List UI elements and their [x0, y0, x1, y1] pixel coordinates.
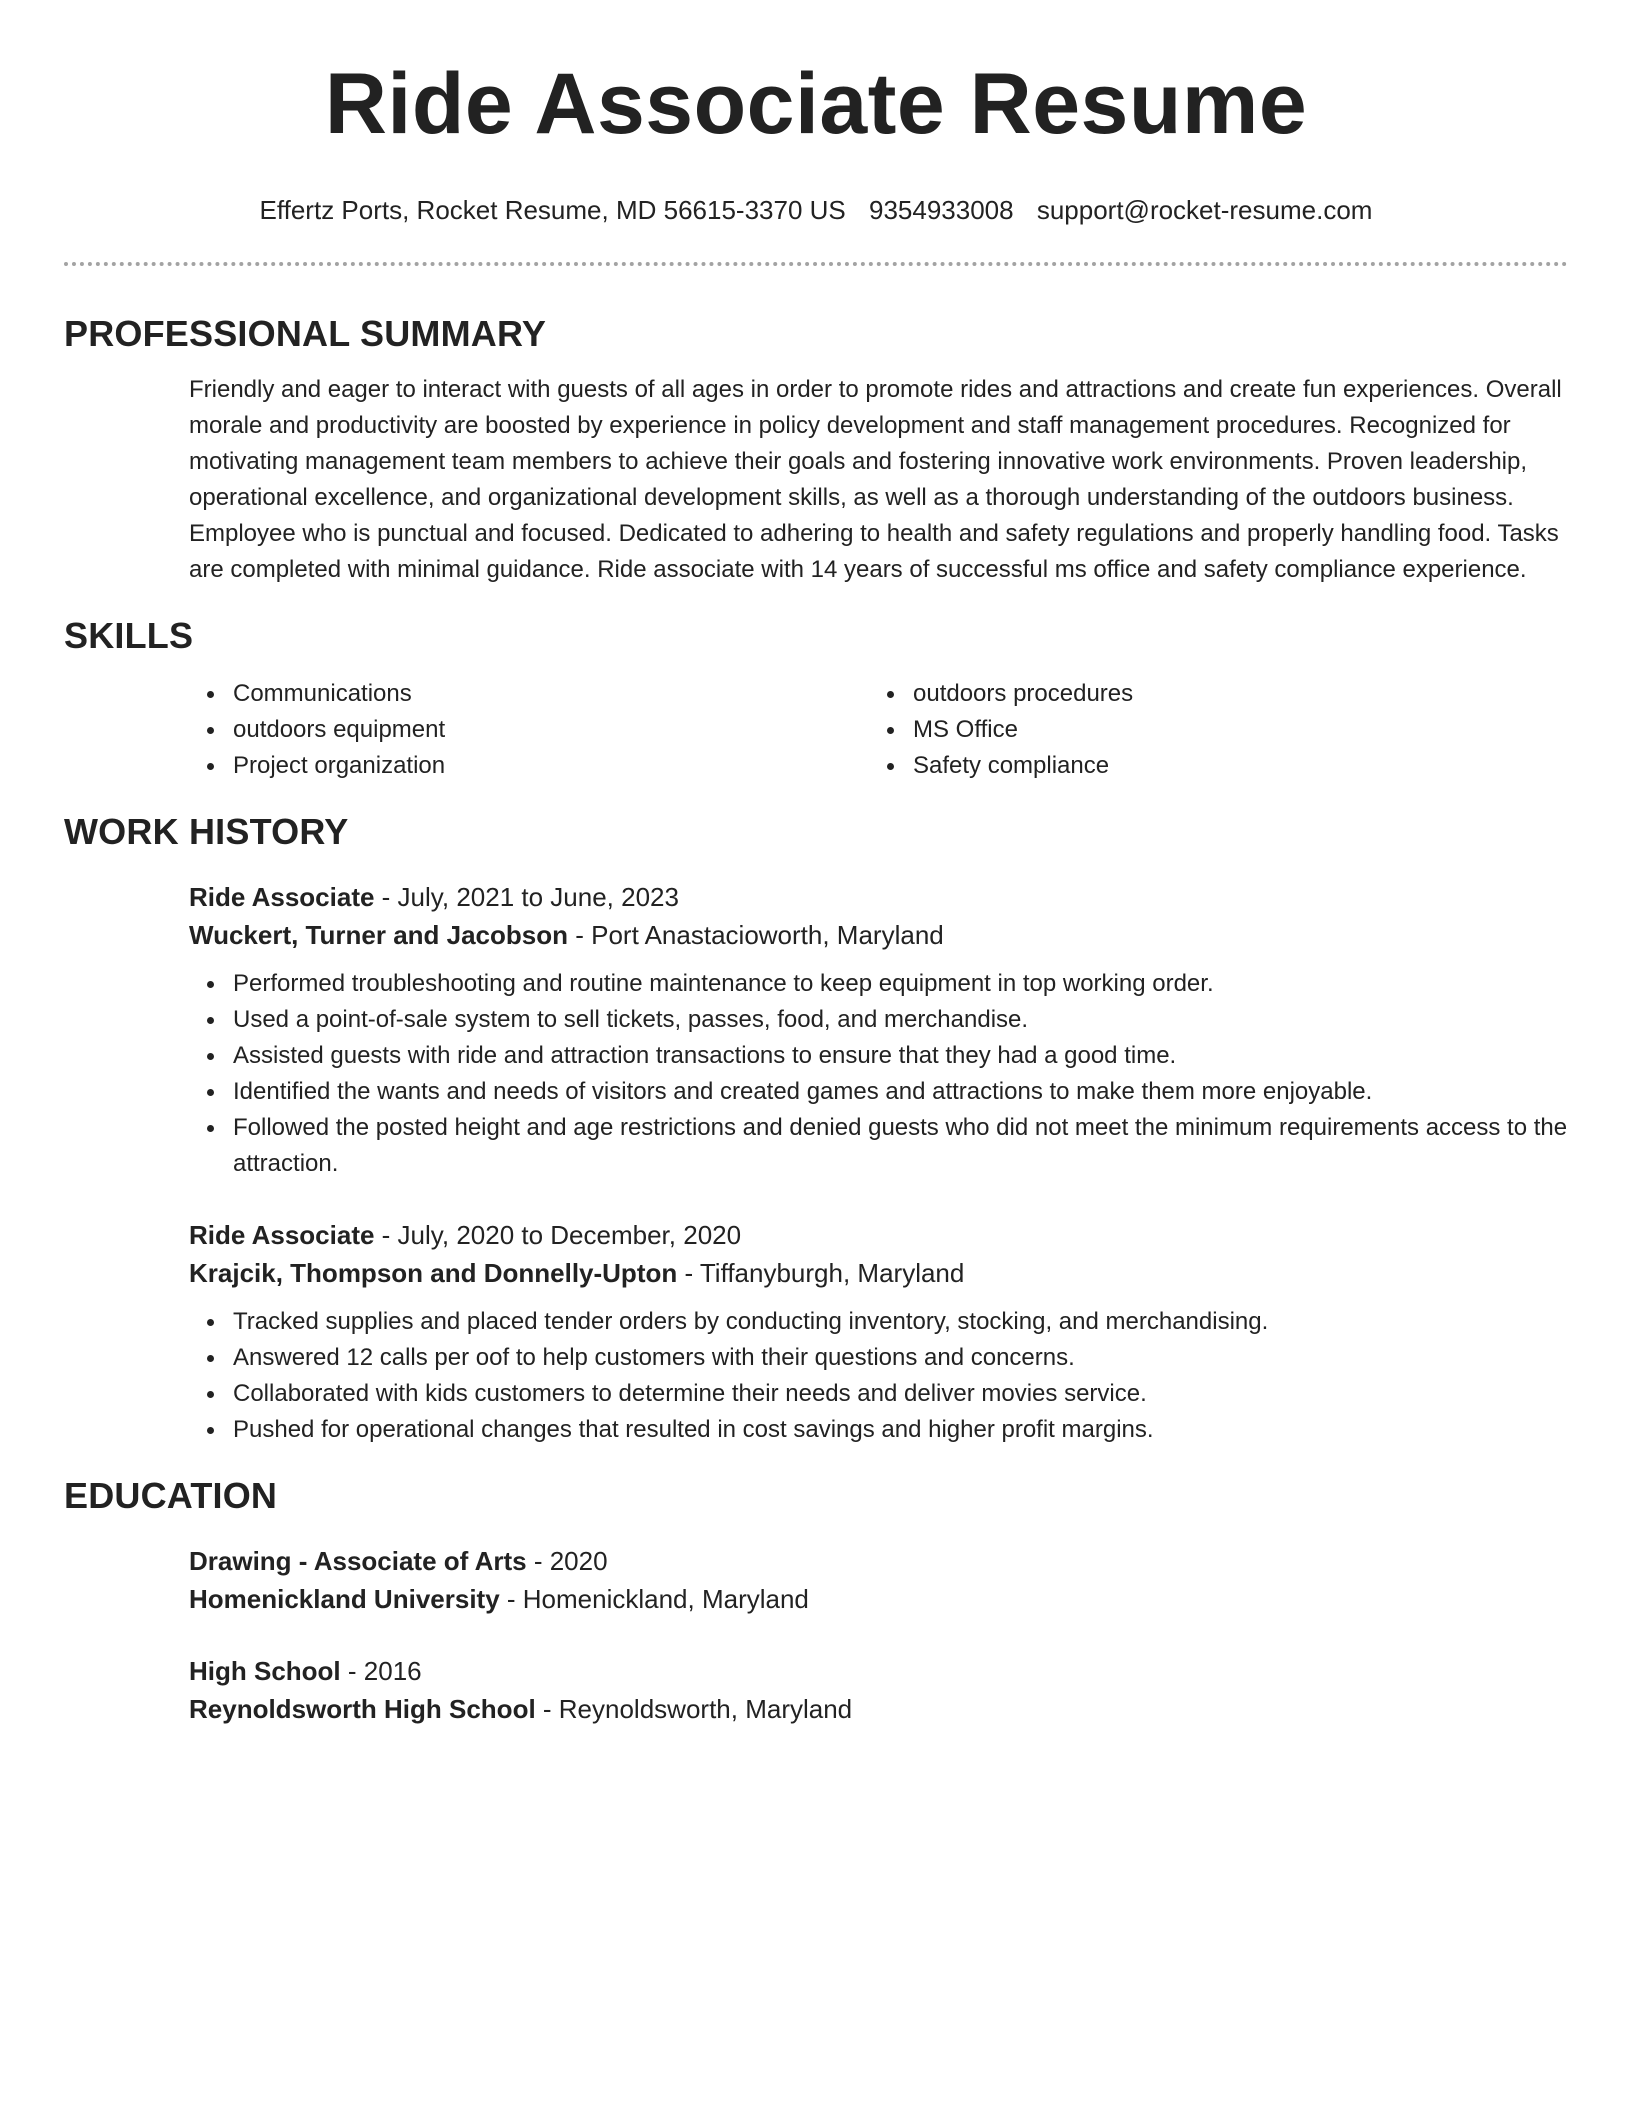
job-bullet: Answered 12 calls per oof to help customers with their questions and concerns. — [233, 1340, 1568, 1376]
contact-address: Effertz Ports, Rocket Resume, MD 56615-3370 US — [259, 195, 846, 225]
skill-item: Project organization — [233, 748, 869, 784]
job-entry — [189, 1216, 1568, 1448]
contact-email: support@rocket-resume.com — [1036, 195, 1373, 225]
job-title: Ride Associate — [189, 1220, 375, 1250]
job-bullet: Used a point-of-sale system to sell tickets, passes, food, and merchandise. — [233, 1002, 1568, 1038]
job-dates: - July, 2020 to December, 2020 — [374, 1220, 742, 1250]
job-title-line — [189, 878, 1568, 916]
education-school-line — [189, 1690, 1568, 1728]
job-bullet: Identified the wants and needs of visitors and created games and attractions to make them more enjoyable. — [233, 1074, 1568, 1110]
job-company: Krajcik, Thompson and Donnelly-Upton — [189, 1258, 678, 1288]
education-school: Homenickland University — [189, 1584, 500, 1614]
education-entry — [189, 1542, 1568, 1618]
education-school-line — [189, 1580, 1568, 1618]
education-location: - Homenickland, Maryland — [499, 1584, 809, 1614]
education-degree-line — [189, 1652, 1568, 1690]
skills-column-left — [189, 676, 869, 784]
job-company-line — [189, 916, 1568, 954]
job-company: Wuckert, Turner and Jacobson — [189, 920, 569, 950]
page-title: Ride Associate Resume — [324, 56, 1308, 152]
skill-item: MS Office — [913, 712, 1549, 748]
job-entry — [189, 878, 1568, 1182]
summary-heading: PROFESSIONAL SUMMARY — [64, 313, 547, 354]
work-history-heading: WORK HISTORY — [64, 811, 349, 852]
education-degree-line — [189, 1542, 1568, 1580]
job-bullet: Performed troubleshooting and routine maintenance to keep equipment in top working order. — [233, 966, 1568, 1002]
job-bullets — [189, 1304, 1568, 1448]
job-bullet: Collaborated with kids customers to determine their needs and deliver movies service. — [233, 1376, 1568, 1412]
education-degree: Drawing - Associate of Arts — [189, 1546, 527, 1576]
contact-info — [64, 192, 1568, 228]
skill-item: outdoors equipment — [233, 712, 869, 748]
skill-item: outdoors procedures — [913, 676, 1549, 712]
skills-list — [189, 676, 1568, 784]
job-bullets — [189, 966, 1568, 1182]
summary-text: Friendly and eager to interact with guests of all ages in order to promote rides and attractions and create fun experiences. Overall morale and productivity are boosted by experience in policy development and staff management procedures. Recognized for motivating management team members to achieve their goals and fostering innovative work environments. Proven leadership, operational excellence, and organizational development skills, as well as a thorough understanding of the outdoors business. Employee who is punctual and focused. Dedicated to adhering to health and safety regulations and properly handling food. Tasks are completed with minimal guidance. Ride associate with 14 years of successful ms office and safety compliance experience. — [189, 376, 1562, 583]
education-heading: EDUCATION — [64, 1475, 278, 1516]
education-year: - 2016 — [340, 1656, 422, 1686]
skills-column-right — [869, 676, 1549, 784]
skills-heading: SKILLS — [64, 615, 194, 656]
education-year: - 2020 — [526, 1546, 608, 1576]
education-location: - Reynoldsworth, Maryland — [535, 1694, 853, 1724]
job-location: - Port Anastacioworth, Maryland — [568, 920, 944, 950]
contact-phone: 9354933008 — [868, 195, 1014, 225]
job-dates: - July, 2021 to June, 2023 — [374, 882, 679, 912]
job-bullet: Followed the posted height and age restrictions and denied guests who did not meet the minimum requirements access to the attraction. — [233, 1110, 1568, 1182]
skill-item: Communications — [233, 676, 869, 712]
job-bullet: Tracked supplies and placed tender orders by conducting inventory, stocking, and merchandising. — [233, 1304, 1568, 1340]
job-title-line — [189, 1216, 1568, 1254]
education-school: Reynoldsworth High School — [189, 1694, 536, 1724]
job-bullet: Assisted guests with ride and attraction transactions to ensure that they had a good time. — [233, 1038, 1568, 1074]
job-location: - Tiffanyburgh, Maryland — [677, 1258, 965, 1288]
job-company-line — [189, 1254, 1568, 1292]
education-entry — [189, 1652, 1568, 1728]
job-bullet: Pushed for operational changes that resulted in cost savings and higher profit margins. — [233, 1412, 1568, 1448]
skill-item: Safety compliance — [913, 748, 1549, 784]
education-degree: High School — [189, 1656, 341, 1686]
job-title: Ride Associate — [189, 882, 375, 912]
header-divider — [64, 262, 1568, 266]
